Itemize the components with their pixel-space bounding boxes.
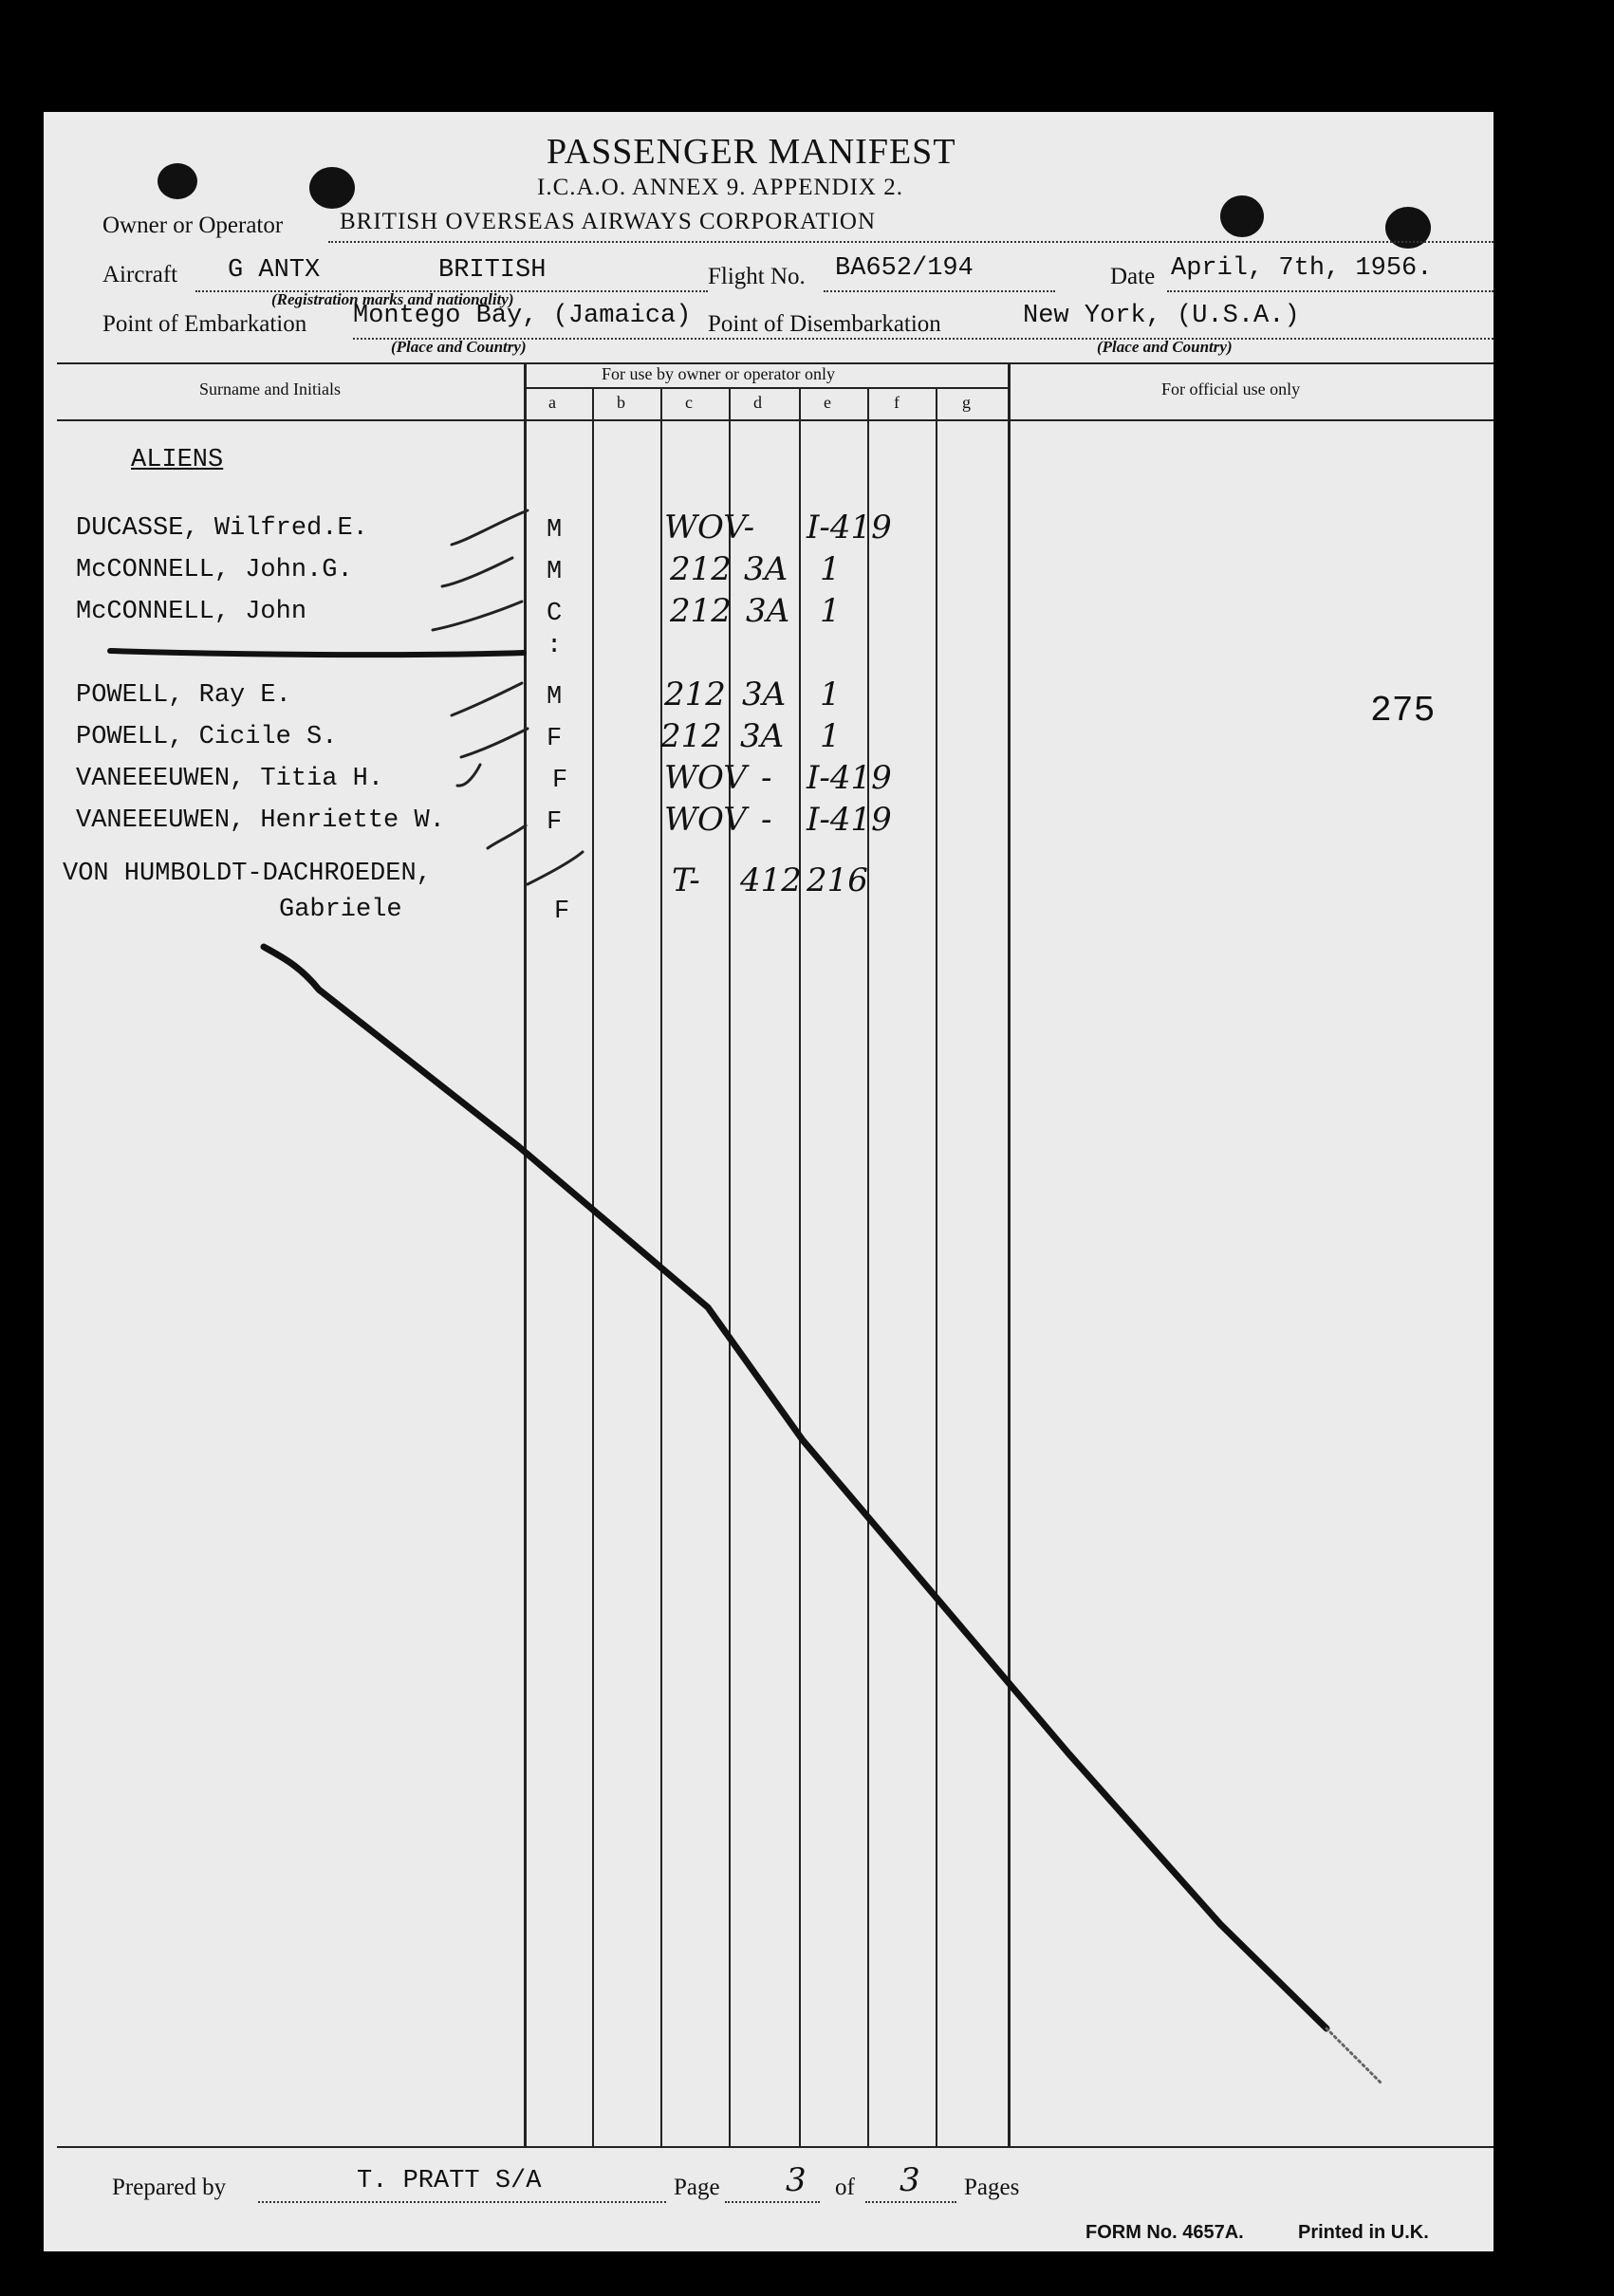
column-c-entry: 212 xyxy=(670,550,732,588)
prepared-by-dotted-line xyxy=(258,2201,666,2203)
column-e-entry: 1 xyxy=(820,717,841,755)
column-d-header: d xyxy=(753,393,762,412)
page-dotted-line xyxy=(725,2201,820,2203)
form-subtitle: I.C.A.O. ANNEX 9. APPENDIX 2. xyxy=(537,175,903,200)
surname-column-header: Surname and Initials xyxy=(199,380,341,398)
passenger-category: F xyxy=(554,898,570,926)
official-mark: 275 xyxy=(1370,691,1436,731)
passenger-category: F xyxy=(547,808,563,837)
check-mark xyxy=(457,765,480,786)
check-mark xyxy=(488,825,526,848)
passenger-name: VANEEEUWEN, Henriette W. xyxy=(76,806,445,835)
owner-value: BRITISH OVERSEAS AIRWAYS CORPORATION xyxy=(340,209,877,234)
column-d-entry: - xyxy=(761,759,772,797)
column-c-entry: WOV xyxy=(664,801,747,839)
manifest-sheet xyxy=(44,112,1493,2251)
column-c-entry: T- xyxy=(672,861,700,899)
passenger-name: Gabriele xyxy=(279,896,402,924)
column-c-entry: WOV xyxy=(664,759,747,797)
owner-label: Owner or Operator xyxy=(102,213,284,238)
column-d-entry: 3A xyxy=(742,676,787,713)
column-c-entry: WOV- xyxy=(664,509,755,546)
column-e-entry: I-419 xyxy=(807,509,892,546)
check-mark xyxy=(452,510,528,545)
flight-label: Flight No. xyxy=(708,264,806,289)
aliens-heading: ALIENS xyxy=(131,446,224,474)
strike-line xyxy=(110,651,524,655)
column-d-entry: 3A xyxy=(746,592,790,630)
column-c-entry: 212 xyxy=(670,592,732,630)
column-a-header: a xyxy=(548,393,556,412)
column-g-header: g xyxy=(962,393,971,412)
passenger-name: DUCASSE, Wilfred.E. xyxy=(76,514,368,543)
column-e-entry: I-419 xyxy=(807,801,892,839)
passenger-category: M xyxy=(547,558,563,586)
passenger-name: VANEEEUWEN, Titia H. xyxy=(76,765,384,793)
total-pages-value: 3 xyxy=(900,2161,920,2199)
passenger-name: McCONNELL, John xyxy=(76,598,307,626)
column-d-entry: 412 xyxy=(740,861,802,899)
total-dotted-line xyxy=(865,2201,956,2203)
of-label: of xyxy=(835,2175,855,2200)
embarkation-label: Point of Embarkation xyxy=(102,311,307,337)
passenger-category: M xyxy=(547,683,563,712)
passenger-category: M xyxy=(547,516,563,545)
column-d-entry: - xyxy=(761,801,772,839)
embarkation-caption: (Place and Country) xyxy=(391,338,527,356)
pages-label: Pages xyxy=(964,2175,1020,2200)
passenger-category: F xyxy=(547,725,563,753)
check-mark xyxy=(433,602,522,630)
flight-number: BA652/194 xyxy=(835,254,974,283)
passenger-name: POWELL, Ray E. xyxy=(76,681,291,710)
handwritten-marks xyxy=(44,112,1493,2251)
diagonal-cancel-tail xyxy=(1326,2028,1382,2083)
column-b-header: b xyxy=(617,393,625,412)
passenger-name: VON HUMBOLDT-DACHROEDEN, xyxy=(63,860,432,888)
passenger-name: McCONNELL, John.G. xyxy=(76,556,353,584)
passenger-category: F xyxy=(552,767,568,795)
aircraft-label: Aircraft xyxy=(102,262,178,287)
aircraft-caption: (Registration marks and nationality) xyxy=(271,290,514,308)
aircraft-registration: G ANTX xyxy=(228,256,321,285)
page-label: Page xyxy=(674,2175,720,2200)
owner-use-column-header: For use by owner or operator only xyxy=(602,364,835,383)
row-separator-mark: : xyxy=(547,632,563,660)
check-mark xyxy=(528,852,583,884)
disembarkation-caption: (Place and Country) xyxy=(1097,338,1233,356)
official-use-column-header: For official use only xyxy=(1161,380,1301,398)
passenger-category: C xyxy=(547,600,563,628)
prepared-by-value: T. PRATT S/A xyxy=(357,2167,542,2195)
column-e-header: e xyxy=(824,393,831,412)
disembarkation-value: New York, (U.S.A.) xyxy=(1023,302,1300,330)
column-d-entry: 3A xyxy=(744,550,788,588)
embarkation-value: Montego Bay, (Jamaica) xyxy=(353,302,692,330)
column-e-entry: 216 xyxy=(807,861,868,899)
column-c-header: c xyxy=(685,393,693,412)
form-title: PASSENGER MANIFEST xyxy=(547,132,956,172)
diagonal-cancel-line xyxy=(264,947,1326,2028)
column-e-entry: 1 xyxy=(820,592,841,630)
column-c-entry: 212 xyxy=(660,717,722,755)
check-mark xyxy=(442,558,512,586)
passenger-name: POWELL, Cicile S. xyxy=(76,723,338,751)
aircraft-nationality: BRITISH xyxy=(438,256,547,285)
column-c-entry: 212 xyxy=(664,676,726,713)
check-mark xyxy=(461,729,528,757)
column-e-entry: I-419 xyxy=(807,759,892,797)
form-number: FORM No. 4657A. xyxy=(1085,2222,1244,2243)
column-e-entry: 1 xyxy=(820,550,841,588)
page-value: 3 xyxy=(786,2161,807,2199)
prepared-by-label: Prepared by xyxy=(112,2175,227,2200)
disembarkation-label: Point of Disembarkation xyxy=(708,311,941,337)
column-d-entry: 3A xyxy=(740,717,785,755)
check-mark xyxy=(452,683,522,715)
date-label: Date xyxy=(1110,264,1156,289)
column-f-header: f xyxy=(894,393,900,412)
column-e-entry: 1 xyxy=(820,676,841,713)
printed-in: Printed in U.K. xyxy=(1298,2222,1429,2243)
date-value: April, 7th, 1956. xyxy=(1171,254,1433,283)
